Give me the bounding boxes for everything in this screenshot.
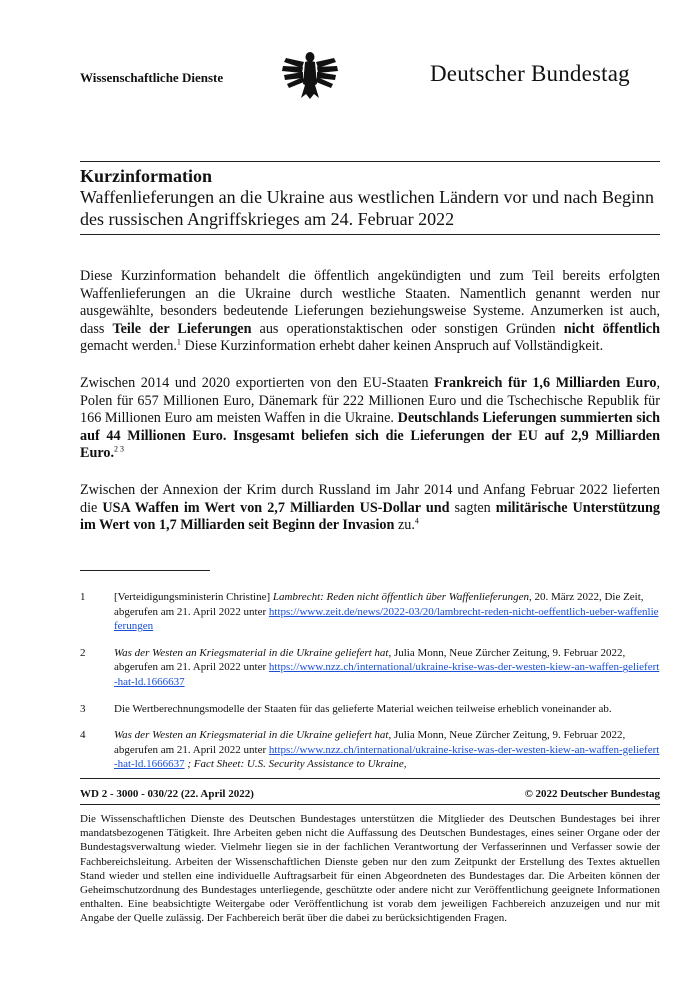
footnote-title: Was der Westen an Kriegsmaterial in die Ukraine geliefert hat — [114, 646, 389, 659]
footnote-number: 3 — [80, 702, 86, 715]
footnote — [80, 728, 660, 772]
disclaimer: Die Wissenschaftlichen Dienste des Deutschen Bundestages unterstützen die Mitglieder des Deutschen Bundestages bei ihrer mandatsbezogenen Tätigkeit. Ihre Arbeiten geben nicht die Auffassung des Deutschen Bundestages, eines seiner Organe oder der Bundestagsverwaltung wieder. Vielmehr liegen sie in der fachlichen Verantwortung der Verfasserinnen und Verfasser sowie der Fachbereichsleitung. Arbeiten der Wissenschaftlichen Dienste geben nur den zum Zeitpunkt der Erstellung des Textes aktuellen Stand wieder und stellen eine individuelle Auftragsarbeit für einen Abgeordneten des Bundestages dar. Die Arbeiten können der Geheimschutzordnung des Bundestages unterliegende, geschützte oder andere nicht zur Veröffentlichung geeignete Informationen enthalten. Eine beabsichtigte Weitergabe oder Veröffentlichung ist vorab dem jeweiligen Fachbereich anzuzeigen und nur mit Angabe der Quelle zulässig. Der Fachbereich berät über die dabei zu berücksichtigenden Fragen. — [80, 813, 660, 925]
footnotes — [80, 590, 660, 784]
p2-text-a: Zwischen 2014 und 2020 exportierten von den EU-Staaten — [80, 374, 435, 391]
p2-bold-b: Deutschlands Lieferungen summierten sich auf 44 Millionen Euro. Insgesamt beliefen sich die Lieferungen der EU auf 2,9 Milliarden Euro. — [80, 410, 660, 462]
title-block — [80, 166, 670, 230]
document-type: Kurzinformation — [80, 166, 212, 186]
org-name: Wissenschaftliche Dienste — [80, 70, 224, 85]
p3-bold-b: militärische Unterstützung im Wert von 1,7 Milliarden seit Beginn der Invasion — [80, 499, 661, 534]
footnote-ref-2-3[interactable]: 2 3 — [114, 444, 125, 454]
footnote-text: , 20. März 2022, Die Zeit, abgerufen am 21. April 2022 unter — [114, 591, 644, 618]
document-title: Waffenlieferungen an die Ukraine aus westlichen Ländern vor und nach Beginn des russischen Angriffskrieges am 24. Februar 2022 — [80, 187, 655, 229]
footnote-ref-1[interactable]: 1 — [176, 337, 181, 347]
copyright: © 2022 Deutscher Bundestag — [524, 788, 660, 800]
p1-bold-b: nicht öffentlich — [563, 320, 660, 337]
body-text — [80, 268, 660, 554]
footnote-title: Lambrecht: Reden nicht öffentlich über Waffenlieferungen — [272, 591, 529, 603]
footer-rule-bottom — [80, 804, 660, 805]
footnote-text: Die Wertberechnungsmodelle der Staaten für das gelieferte Material weichen teilweise erheblich voneinander ab. — [114, 702, 612, 715]
footnote-number: 2 — [80, 646, 86, 659]
title-rule-top — [80, 161, 660, 162]
footnote — [80, 590, 660, 634]
institution-name: Deutscher Bundestag — [430, 61, 630, 86]
p3-text-a: Zwischen der Annexion der Krim durch Russland im Jahr 2014 und Anfang Februar 2022 lieferten die — [80, 481, 660, 516]
p3-bold-a: USA Waffen im Wert von 2,7 Milliarden US-Dollar und — [102, 499, 450, 516]
footnote-link[interactable]: https://www.nzz.ch/international/ukraine-krise-was-der-westen-kiew-an-waffen-geliefert-hat-ld.1666637 — [114, 743, 660, 771]
paragraph-2 — [80, 375, 660, 463]
footnote-link[interactable]: https://www.zeit.de/news/2022-03/20/lambrecht-reden-nicht-oeffentlich-ueber-waffenlieferungen — [114, 605, 659, 633]
p2-text-b: , Polen für 657 Millionen Euro, Dänemark für 222 Millionen Euro und die Tschechische Republik für 166 Millionen Euro am meisten Waffen in die Ukraine. — [80, 374, 661, 427]
p1-bold-a: Teile der Lieferungen — [112, 320, 252, 337]
footer-bar — [80, 788, 660, 800]
footnote-text: , Julia Monn, Neue Zürcher Zeitung, 9. Februar 2022, abgerufen am 21. April 2022 unter — [114, 646, 626, 674]
footnote — [80, 646, 660, 690]
p1-text-d: Diese Kurzinformation erhebt daher keinen Anspruch auf Vollständigkeit. — [180, 338, 604, 355]
p3-text-b: sagten — [449, 499, 496, 516]
footnote-number: 1 — [80, 591, 86, 603]
footnote — [80, 702, 660, 717]
p3-text-c: zu. — [394, 517, 415, 534]
p1-text-a: Diese Kurzinformation behandelt die öffentlich angekündigten und zum Teil bereits erfolgten Waffenlieferungen an die Ukraine durch westliche Staaten. Namentlich genannt werden nur ausgewählte, besonders bedeutende Lieferungen beziehungsweise Systeme. Anzumerken ist auch, dass — [80, 268, 660, 337]
document-reference: WD 2 - 3000 - 030/22 (22. April 2022) — [80, 788, 254, 800]
paragraph-1 — [80, 268, 660, 356]
footnote-text: [Verteidigungsministerin Christine] — [114, 591, 273, 603]
footnote-title: Was der Westen an Kriegsmaterial in die Ukraine geliefert hat — [114, 729, 389, 742]
p2-bold-a: Frankreich für 1,6 Milliarden Euro — [434, 374, 657, 391]
footnote-ref-4[interactable]: 4 — [414, 516, 419, 526]
footnote-separator — [80, 570, 210, 571]
bundesadler-eagle-icon — [281, 48, 339, 100]
footnote-tail: ; Fact Sheet: U.S. Security Assistance to Ukraine, — [184, 758, 407, 771]
footnote-link[interactable]: https://www.nzz.ch/international/ukraine-krise-was-der-westen-kiew-an-waffen-geliefert-hat-ld.1666637 — [114, 661, 660, 688]
footnote-number: 4 — [80, 729, 86, 742]
title-rule-bottom — [80, 234, 660, 235]
paragraph-3 — [80, 482, 660, 535]
p1-text-c: gemacht werden. — [80, 338, 177, 355]
footnote-text: , Julia Monn, Neue Zürcher Zeitung, 9. Februar 2022, abgerufen am 21. April 2022 unter — [114, 729, 626, 756]
p1-text-b: aus operationstaktischen oder sonstigen Gründen — [251, 320, 564, 337]
footer-rule-top — [80, 778, 660, 779]
